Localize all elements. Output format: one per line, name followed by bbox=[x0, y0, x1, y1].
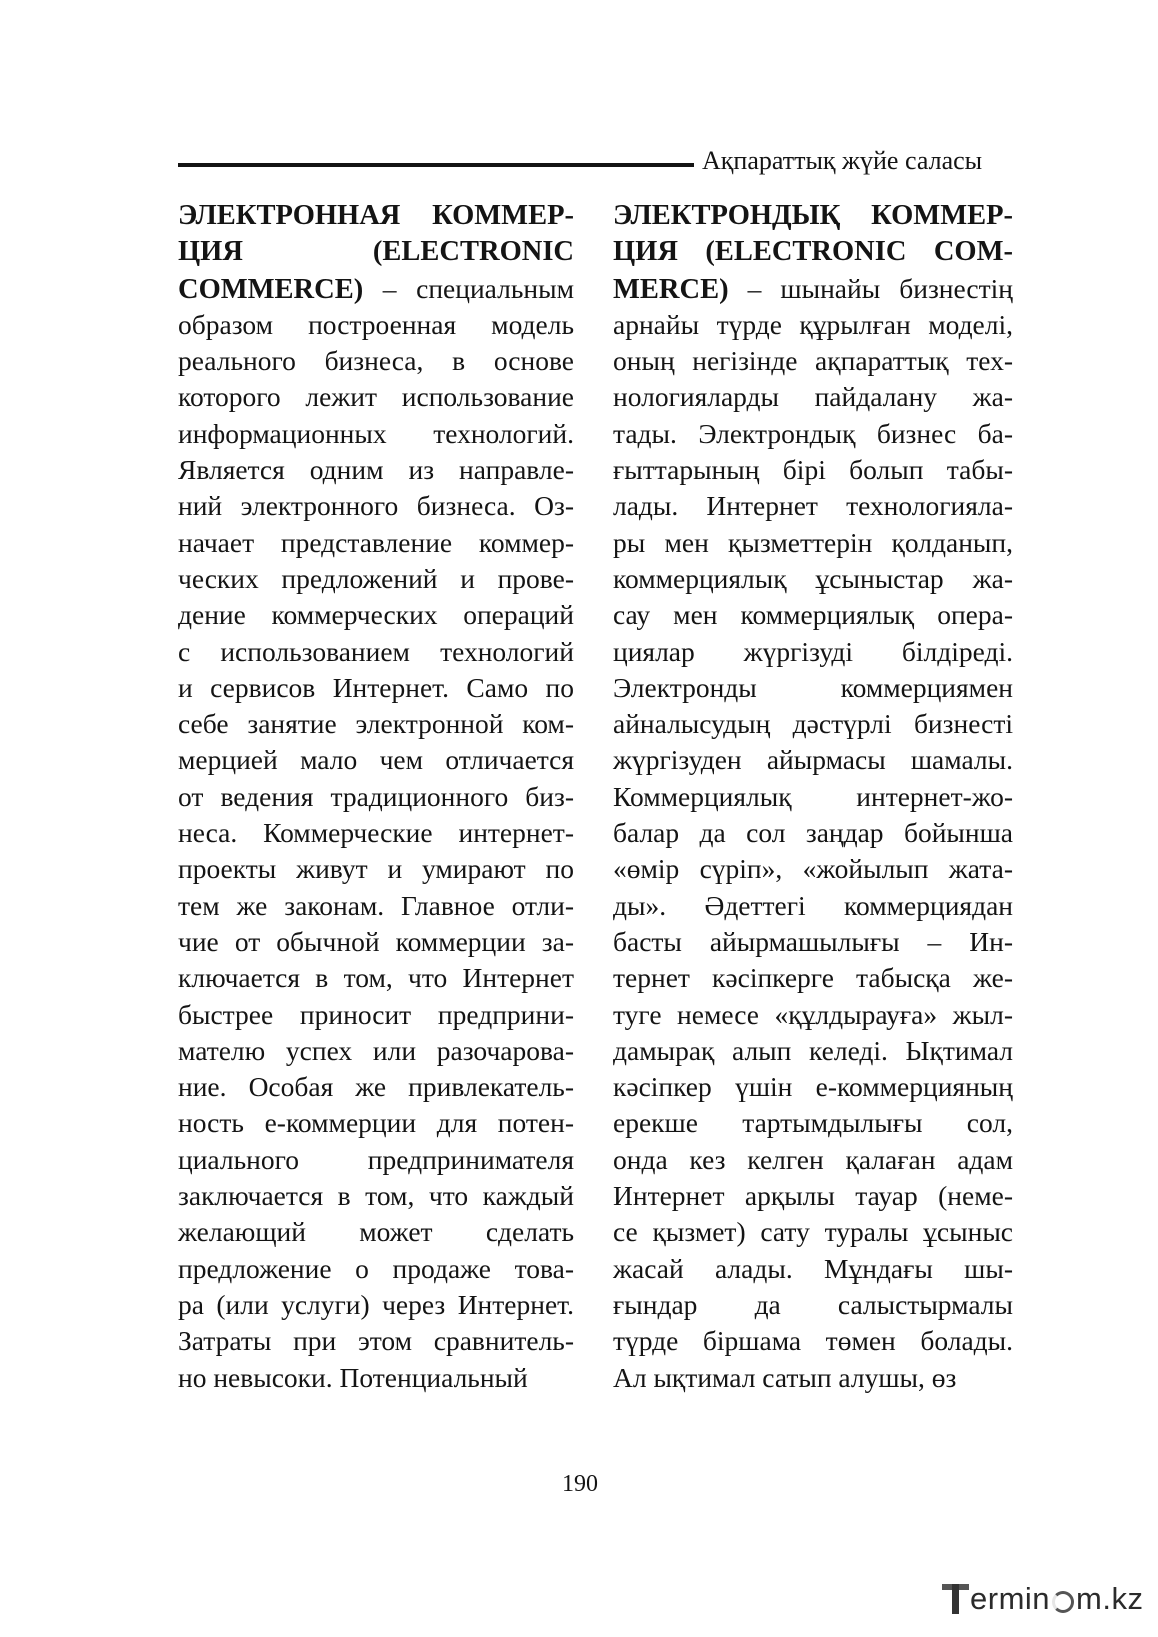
definition-line: тем же законам. Главное отли- bbox=[178, 889, 574, 921]
definition-line: неса. Коммерческие интернет- bbox=[178, 817, 574, 849]
definition-line: ность е-коммерции для потен- bbox=[178, 1107, 574, 1139]
definition-line: реального бизнеса, в основе bbox=[178, 345, 574, 377]
definition-start: – специальным bbox=[363, 272, 574, 304]
definition-line: тернет кәсіпкерге табысқа же- bbox=[613, 962, 1013, 994]
definition-lines bbox=[178, 307, 574, 1396]
term-title-line: ЦИЯ (ELECTRONIC COM- bbox=[613, 236, 1013, 268]
definition-line: тады. Электрондық бизнес ба- bbox=[613, 417, 1013, 449]
definition-line: мателю успех или разочарова- bbox=[178, 1034, 574, 1066]
definition-line: дение коммерческих операций bbox=[178, 599, 574, 631]
definition-line: ғыттарының бірі болып табы- bbox=[613, 454, 1013, 486]
termincom-watermark-logo bbox=[942, 1577, 1152, 1621]
definition-line: ры мен қызметтерін қолданып, bbox=[613, 526, 1013, 558]
definition-line: түрде біршама төмен болады. bbox=[613, 1325, 1013, 1357]
definition-line: жасай алады. Мұндағы шы- bbox=[613, 1252, 1013, 1284]
definition-line: но невысоки. Потенциальный bbox=[178, 1361, 528, 1393]
definition-line: Ал ықтимал сатып алушы, өз bbox=[613, 1361, 957, 1393]
definition-line: ключается в том, что Интернет bbox=[178, 962, 574, 994]
definition-line: айналысудың дәстүрлі бизнесті bbox=[613, 708, 1013, 740]
watermark-text-part1: ermin bbox=[970, 1581, 1051, 1616]
definition-line: Коммерциялық интернет-жо- bbox=[613, 780, 1013, 812]
definition-line: туге немесе «құлдырауға» жыл- bbox=[613, 998, 1013, 1030]
definition-line: предложение о продаже това- bbox=[178, 1252, 574, 1284]
page-number: 190 bbox=[562, 1471, 598, 1497]
definition-line: быстрее приносит предприни- bbox=[178, 998, 574, 1030]
term-title-last-line bbox=[178, 271, 574, 307]
definition-line: дамырақ алып келеді. Ықтимал bbox=[613, 1034, 1013, 1066]
definition-line: проекты живут и умирают по bbox=[178, 853, 574, 885]
term-title-line: ЭЛЕКТРОНДЫҚ КОММЕР- bbox=[613, 200, 1013, 231]
watermark-o-ring-icon bbox=[1052, 1591, 1074, 1613]
definition-line: кәсіпкер үшін е-коммерцияның bbox=[613, 1071, 1013, 1103]
definition-line: и сервисов Интернет. Само по bbox=[178, 671, 574, 703]
definition-line: «өмір сүріп», «жойылып жата- bbox=[613, 853, 1013, 885]
definition-line: ние. Особая же привлекатель- bbox=[178, 1071, 574, 1103]
definition-line: с использованием технологий bbox=[178, 635, 574, 667]
definition-line: ческих предложений и прове- bbox=[178, 562, 574, 594]
definition-line: себе занятие электронной ком- bbox=[178, 708, 574, 740]
definition-line: басты айырмашылығы – Ин- bbox=[613, 925, 1013, 957]
header-rule bbox=[178, 163, 694, 167]
definition-line: циялар жүргізуді білдіреді. bbox=[613, 635, 1013, 667]
definition-line: образом построенная модель bbox=[178, 308, 574, 340]
definition-line: Является одним из направле- bbox=[178, 454, 574, 486]
definition-line: циального предпринимателя bbox=[178, 1143, 574, 1175]
left-column-russian bbox=[178, 198, 574, 1396]
term-title-line: ЦИЯ (ELECTRONIC bbox=[178, 236, 574, 268]
definition-line: ғындар да салыстырмалы bbox=[613, 1288, 1013, 1320]
term-title-line: ЭЛЕКТРОННАЯ КОММЕР- bbox=[178, 200, 574, 231]
definition-line: желающий может сделать bbox=[178, 1216, 574, 1248]
definition-lines bbox=[613, 307, 1013, 1396]
definition-line: мерцией мало чем отличается bbox=[178, 744, 574, 776]
right-column-kazakh bbox=[613, 198, 1013, 1396]
definition-line: ды». Әдеттегі коммерциядан bbox=[613, 889, 1013, 921]
definition-line: оның негізінде ақпараттық тех- bbox=[613, 345, 1013, 377]
definition-line: заключается в том, что каждый bbox=[178, 1180, 574, 1212]
definition-line: Интернет арқылы тауар (неме- bbox=[613, 1180, 1013, 1212]
definition-line: начает представление коммер- bbox=[178, 526, 574, 558]
definition-line: арнайы түрде құрылған моделі, bbox=[613, 308, 1013, 340]
definition-line: се қызмет) сату туралы ұсыныс bbox=[613, 1216, 1013, 1248]
definition-line: нологияларды пайдалану жа- bbox=[613, 381, 1013, 413]
definition-line: жүргізуден айырмасы шамалы. bbox=[613, 744, 1013, 776]
definition-line: ерекше тартымдылығы сол, bbox=[613, 1107, 1013, 1139]
running-head: Ақпараттық жүйе саласы bbox=[702, 146, 983, 175]
term-title-end: COMMERCE) bbox=[178, 273, 364, 305]
definition-line: лады. Интернет технологияла- bbox=[613, 490, 1013, 522]
definition-line: информационных технологий. bbox=[178, 417, 574, 449]
definition-line: от ведения традиционного биз- bbox=[178, 780, 574, 812]
definition-line: Затраты при этом сравнитель- bbox=[178, 1325, 574, 1357]
definition-line: чие от обычной коммерции за- bbox=[178, 925, 574, 957]
definition-line: онда кез келген қалаған адам bbox=[613, 1143, 1013, 1175]
definition-start: – шынайы бизнестің bbox=[728, 272, 1013, 304]
definition-line: ний электронного бизнеса. Оз- bbox=[178, 490, 574, 522]
watermark-text-part2: m.kz bbox=[1076, 1581, 1144, 1616]
definition-line: ра (или услуги) через Интернет. bbox=[178, 1288, 574, 1320]
definition-line: балар да сол заңдар бойынша bbox=[613, 817, 1013, 849]
definition-line: сау мен коммерциялық опера- bbox=[613, 599, 1013, 631]
term-title-last-line bbox=[613, 271, 1013, 307]
term-title-end: MERCE) bbox=[613, 273, 729, 305]
watermark-t-glyph-icon bbox=[942, 1582, 969, 1616]
definition-line: Электронды коммерциямен bbox=[613, 671, 1013, 703]
definition-line: коммерциялық ұсыныстар жа- bbox=[613, 562, 1013, 594]
definition-line: которого лежит использование bbox=[178, 381, 574, 413]
